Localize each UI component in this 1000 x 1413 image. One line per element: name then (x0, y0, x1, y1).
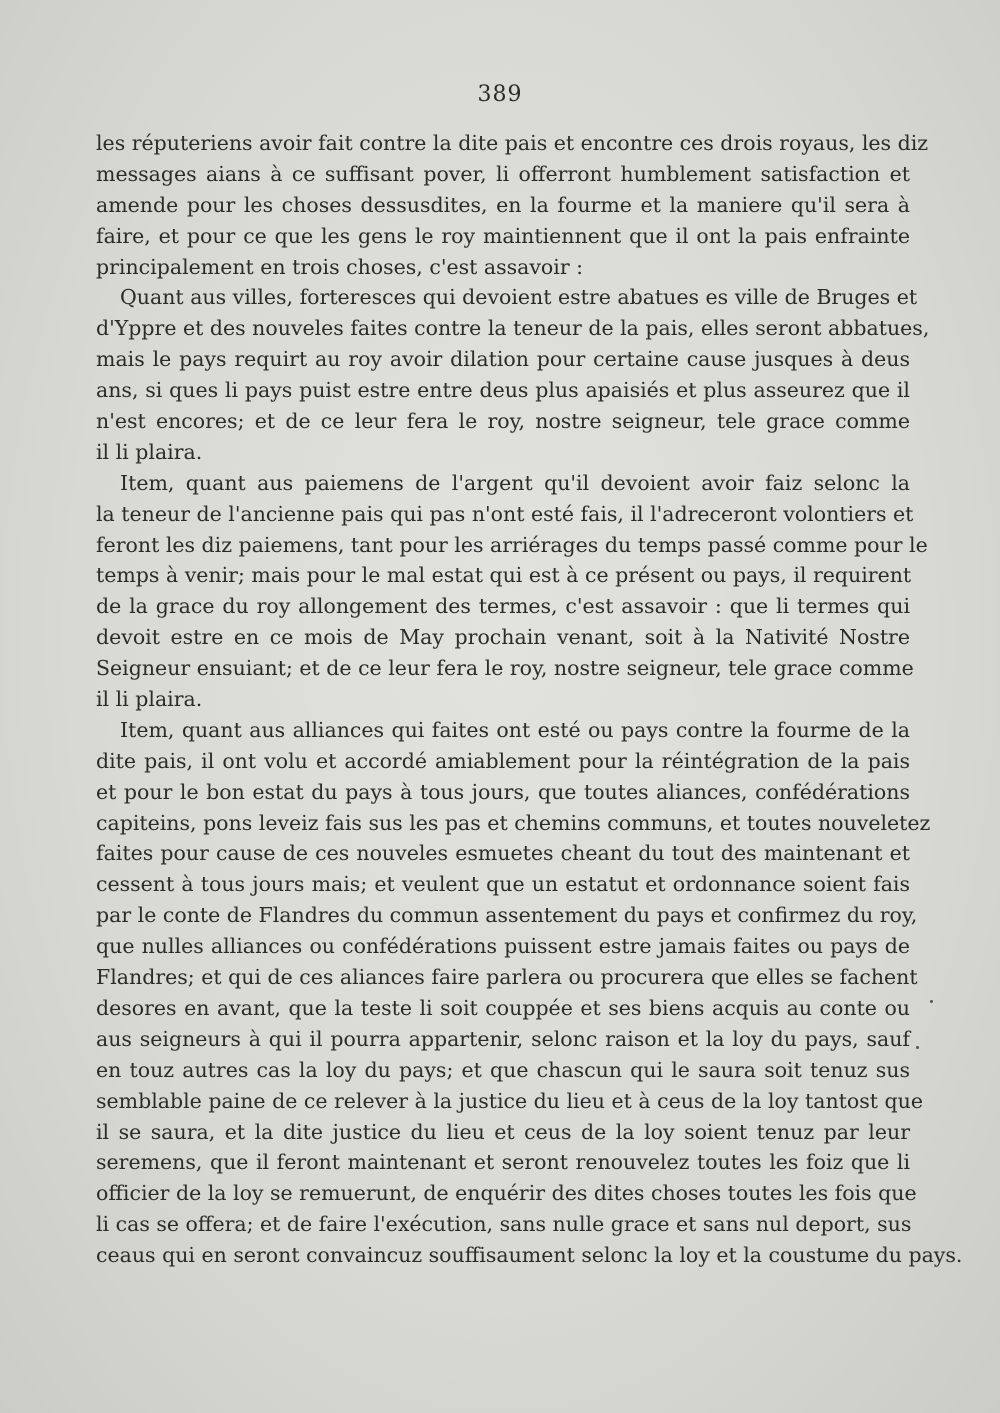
text-line: officier de la loy se remuerunt, de enquérir des dites choses toutes les fois que (96, 1181, 917, 1206)
text-line: que nulles alliances ou confédérations puissent estre jamais faites ou pays de (96, 934, 910, 959)
text-line: temps à venir; mais pour le mal estat qui est à ce présent ou pays, il requirent (96, 563, 912, 588)
text-line: il li plaira. (96, 687, 203, 712)
text-line: amende pour les choses dessusdites, en la fourme et la maniere qu'il sera à (96, 192, 910, 217)
paragraph-start-line: Item, quant aus paiemens de l'argent qu'il devoient avoir faiz selonc la (120, 470, 910, 495)
text-line: capiteins, pons leveiz fais sus les pas et chemins communs, et toutes nouveletez (96, 810, 931, 835)
text-line: n'est encores; et de ce leur fera le roy, nostre seigneur, tele grace comme (96, 409, 910, 434)
paragraph-start-line: Quant aus villes, forteresces qui devoient estre abatues es ville de Bruges et (120, 285, 918, 310)
paragraph-start-line: Item, quant aus alliances qui faites ont esté ou pays contre la fourme de la (120, 717, 910, 742)
text-line: cessent à tous jours mais; et veulent que un estatut et ordonnance soient fais (96, 872, 910, 897)
text-line: mais le pays requirt au roy avoir dilation pour certaine cause jusques à deus (96, 347, 910, 372)
text-line: ceaus qui en seront convaincuz souffisaument selonc la loy et la coustume du pays. (96, 1243, 963, 1268)
text-line: aus seigneurs à qui il pourra appartenir, selonc raison et la loy du pays, sauf (96, 1026, 910, 1051)
text-line: la teneur de l'ancienne pais qui pas n'ont esté fais, il l'adreceront volontiers et (96, 501, 914, 526)
text-line: de la grace du roy allongement des termes, c'est assavoir : que li termes qui (96, 594, 910, 619)
body-text (96, 128, 963, 1271)
text-line: principalement en trois choses, c'est assavoir : (96, 254, 584, 279)
text-line: d'Yppre et des nouveles faites contre la teneur de la pais, elles seront abbatues, (96, 316, 930, 341)
text-line: devoit estre en ce mois de May prochain venant, soit à la Nativité Nostre (96, 625, 910, 650)
text-line: Flandres; et qui de ces aliances faire parlera ou procurera que elles se fachent (96, 965, 918, 990)
text-line: desores en avant, que la teste li soit couppée et ses biens acquis au conte ou (96, 995, 910, 1020)
text-line: feront les diz paiemens, tant pour les arriérages du temps passé comme pour le (96, 532, 928, 557)
text-line: par le conte de Flandres du commun assentement du pays et confirmez du roy, (96, 903, 918, 928)
text-line: seremens, que il feront maintenant et seront renouvelez toutes les foiz que li (96, 1150, 910, 1175)
ink-speck (916, 1046, 919, 1049)
text-line: les réputeriens avoir fait contre la dite pais et encontre ces drois royaus, les diz (96, 131, 929, 155)
text-line: faire, et pour ce que les gens le roy maintiennent que il ont la pais enfrainte (96, 223, 910, 248)
text-line: il li plaira. (96, 439, 203, 464)
text-line: et pour le bon estat du pays à tous jours, que toutes aliances, confédérations (96, 779, 910, 804)
text-line: Seigneur ensuiant; et de ce leur fera le roy, nostre seigneur, tele grace comme (96, 656, 914, 681)
text-line: li cas se offera; et de faire l'exécution, sans nulle grace et sans nul deport, sus (96, 1212, 912, 1237)
page-number: 389 (477, 82, 523, 107)
text-line: en touz autres cas la loy du pays; et que chascun qui le saura soit tenuz sus (96, 1057, 910, 1082)
text-line: il se saura, et la dite justice du lieu et ceus de la loy soient tenuz par leur (96, 1119, 910, 1144)
text-line: faites pour cause de ces nouveles esmuetes cheant du tout des maintenant et (96, 841, 910, 866)
text-line: messages aians à ce suffisant pover, li offerront humblement satisfaction et (96, 161, 910, 186)
text-line: semblable paine de ce relever à la justice du lieu et à ceus de la loy tantost que (96, 1088, 923, 1113)
text-line: dite pais, il ont volu et accordé amiablement pour la réintégration de la pais (96, 748, 910, 773)
text-line: ans, si ques li pays puist estre entre deus plus apaisiés et plus asseurez que il (96, 378, 910, 403)
ink-speck (930, 1000, 933, 1003)
